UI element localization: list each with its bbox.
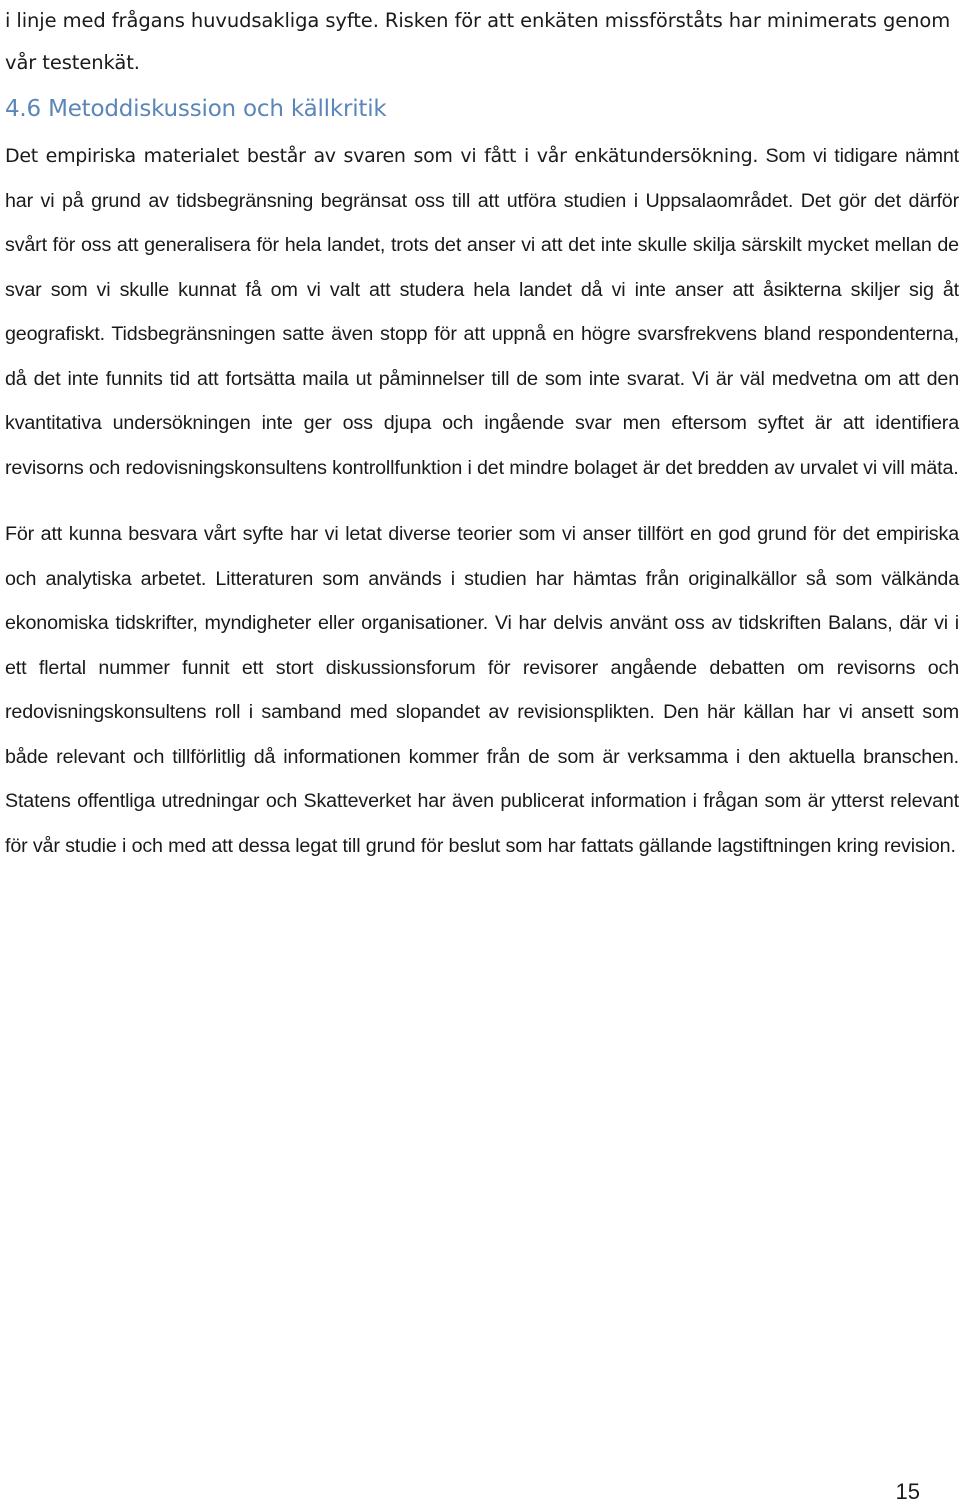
page-number: 15 — [895, 1479, 920, 1504]
intro-line-1: i linje med frågans huvudsakliga syfte. Risken för att enkäten missförståts har minimerats genom — [5, 9, 951, 32]
page-content — [5, 0, 959, 868]
paragraph-source-criticism: För att kunna besvara vårt syfte har vi letat diverse teorier som vi anser tillfört en god grund för det empiriska och analytiska arbetet. Litteraturen som används i studien har hämtas från originalkällor så som välkända ekonomiska tidskrifter, myndigheter eller organisationer. Vi har delvis använt oss av tidskriften Balans, där vi i ett flertal nummer funnit ett stort diskussionsforum för revisorer angående debatten om revisorns och redovisningskonsultens roll i samband med slopandet av revisionsplikten. Den här källan har vi ansett som både relevant och tillförlitlig då informationen kommer från de som är verksamma i den aktuella branschen. Statens offentliga utredningar och Skatteverket har även publicerat information i frågan som är ytterst relevant för vår studie i och med att dessa legat till grund för beslut som har fattats gällande lagstiftningen kring revision. — [5, 523, 959, 857]
intro-line-2: vår testenkät. — [5, 51, 140, 74]
paragraph-lead: Det empiriska materialet består av svaren som vi fått i vår enkätundersökning. — [5, 145, 759, 167]
paragraph-method-discussion — [5, 134, 959, 490]
section-heading: 4.6 Metoddiskussion och källkritik — [5, 96, 387, 122]
paragraph-body: Som vi tidigare nämnt har vi på grund av tidsbegränsning begränsat oss till att utföra studien i Uppsalaområdet. Det gör det därför svårt för oss att generalisera för hela landet, trots det anser vi att det inte skulle skilja särskilt mycket mellan de svar som vi skulle kunnat få om vi valt att studera hela landet då vi inte anser att åsikterna skiljer sig åt geografiskt. Tidsbegränsningen satte även stopp för att uppnå en högre svarsfrekvens bland respondenterna, då det inte funnits tid att fortsätta maila ut påminnelser till de som inte svarat. Vi är väl medvetna om att den kvantitativa undersökningen inte ger oss djupa och ingående svar men eftersom syftet är att identifiera revisorns och redovisningskonsultens kontrollfunktion i det mindre bolaget är det bredden av urvalet vi vill mäta. — [5, 145, 959, 479]
intro-text — [5, 0, 959, 84]
